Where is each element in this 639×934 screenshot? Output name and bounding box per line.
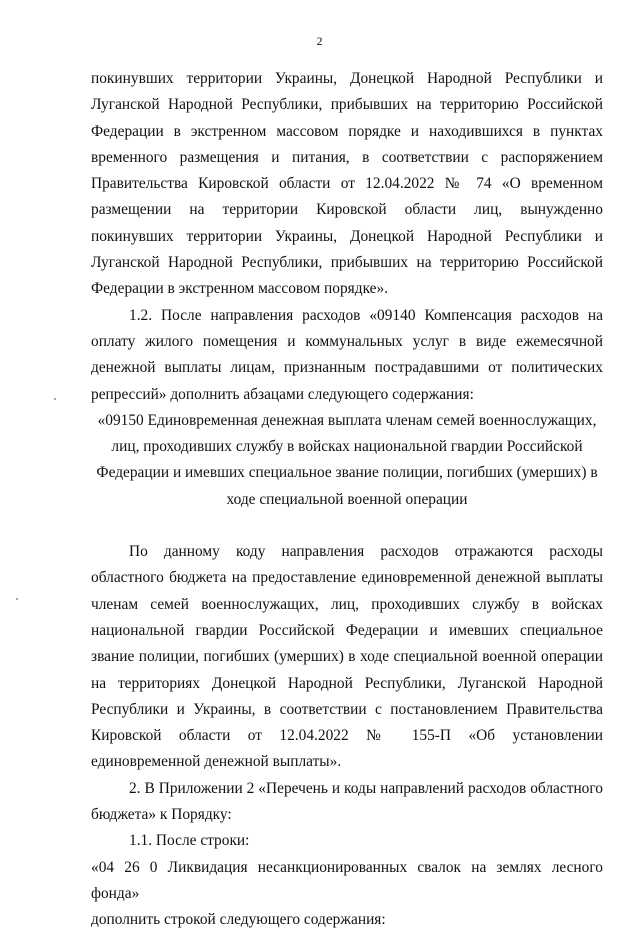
paragraph-code-description: По данному коду направления расходов отражаются расходы областного бюджета на предоставление единовременной денежной выплаты членам семей военнослужащих, лиц, проходивших службу в войсках национальной гвардии Российской Федерации и имевших специальное звание полиции, погибших (умерших) в ходе специальной военной операции на территориях Донецкой Народной Республики, Луганской Народной Республики и Украины, в соответствии с постановлением Правительства Кировской области от 12.04.2022 № 155-П «Об установлении единовременной денежной выплаты». (91, 543, 603, 771)
paragraph-spacer (91, 513, 603, 539)
paragraph-quoted-row: «04 26 0 Ликвидация несанкционированных свалок на землях лесного фонда» (91, 858, 603, 902)
paragraph-supplement-instruction: дополнить строкой следующего содержания: (91, 911, 386, 929)
paragraph-item-1-2: 1.2. После направления расходов «09140 Компенсация расходов на оплату жилого помещения и коммунальных услуг в виде ежемесячной денежной выплаты лицам, признанным пострадавшими от политических репрессий» дополнить абзацами следующего содержания: (91, 306, 603, 403)
scan-speck (54, 398, 56, 400)
expense-code-heading-09150: «09150 Единовременная денежная выплата членам семей военнослужащих, лиц, проходивших службу в войсках национальной гвардии Российской Федерации и имевших специальное звание полиции, погибших (умерших) в ходе специальной военной операции (96, 411, 598, 508)
paragraph-item-1-1: 1.1. После строки: (129, 832, 250, 850)
paragraph-continuation: покинувших территории Украины, Донецкой Народной Республики и Луганской Народной Республики, прибывших на территорию Российской Федерации в экстренном массовом порядке и находившихся в пунктах временного размещения и питания, в соответствии с распоряжением Правительства Кировской области от 12.04.2022 № 74 «О временном размещении на территории Кировской области лиц, вынужденно покинувших территории Украины, Донецкой Народной Республики и Луганской Народной Республики, прибывших на территорию Российской Федерации в экстренном массовом порядке». (91, 70, 603, 298)
paragraph-item-2: 2. В Приложении 2 «Перечень и коды направлений расходов областного бюджета» к Порядку: (91, 779, 603, 824)
document-body (91, 66, 603, 934)
scan-speck (16, 598, 18, 600)
page-number: 2 (316, 34, 323, 48)
